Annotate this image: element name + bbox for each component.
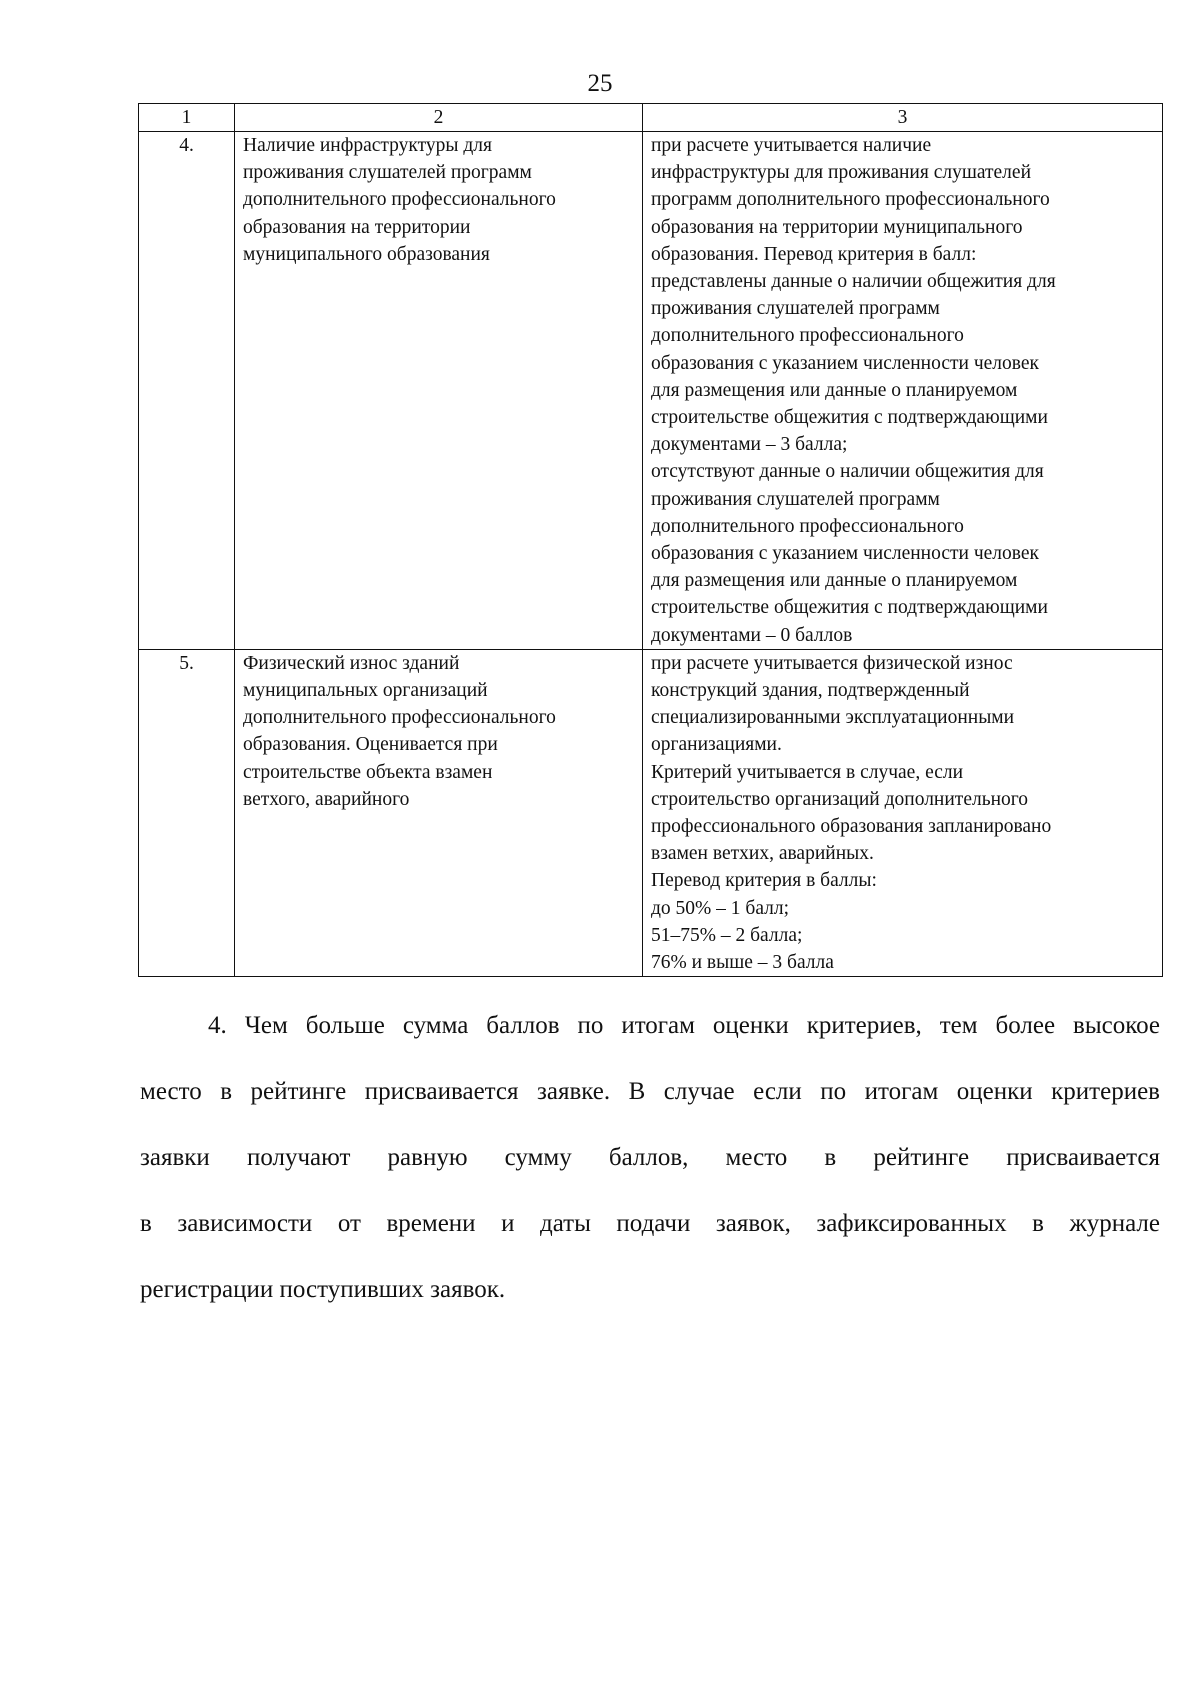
criterion-text: Физический износ зданий муниципальных организаций дополнительного профессионального образования. Оценивается при строительстве объекта взамен ветхого, аварийного [235,649,643,976]
paragraph-line: регистрации поступивших заявок. [140,1276,506,1303]
body-paragraph [140,976,1160,1339]
paragraph-line: место в рейтинге присваивается заявке. В случае если по итогам оценки критериев [140,1078,1160,1105]
page-number: 25 [587,70,613,97]
scoring-text: при расчете учитывается физической износ конструкций здания, подтвержденный специализированными эксплуатационными организациями. Критерий учитывается в случае, если строительство организаций дополнительного профессионального образования запланировано взамен ветхих, аварийных. Перевод критерия в баллы: до 50% – 1 балл; 51–75% – 2 балла; 76% и выше – 3 балла [643,649,1163,976]
criterion-text: Наличие инфраструктуры для проживания слушателей программ дополнительного профессионального образования на территории муниципального образования [235,132,643,650]
table-row [139,132,1163,650]
column-header-2: 2 [235,104,643,132]
row-number: 5. [139,649,235,976]
scoring-text: при расчете учитывается наличие инфраструктуры для проживания слушателей программ дополнительного профессионального образования на территории муниципального образования. Перевод критерия в балл: представлены данные о наличии общежития для проживания слушателей программ дополнительного профессионального образования с указанием численности человек для размещения или данные о планируемом строительстве общежития с подтверждающими документами – 3 балла; отсутствуют данные о наличии общежития для проживания слушателей программ дополнительного профессионального образования с указанием численности человек для размещения или данные о планируемом строительстве общежития с подтверждающими документами – 0 баллов [643,132,1163,650]
criteria-table [138,103,1163,977]
row-number: 4. [139,132,235,650]
paragraph-line: в зависимости от времени и даты подачи заявок, зафиксированных в журнале [140,1210,1160,1237]
column-header-3: 3 [643,104,1163,132]
table-header-row [139,104,1163,132]
paragraph-line: заявки получают равную сумму баллов, место в рейтинге присваивается [140,1144,1160,1171]
column-header-1: 1 [139,104,235,132]
paragraph-line: 4. Чем больше сумма баллов по итогам оценки критериев, тем более высокое [208,1012,1160,1039]
table-row [139,649,1163,976]
